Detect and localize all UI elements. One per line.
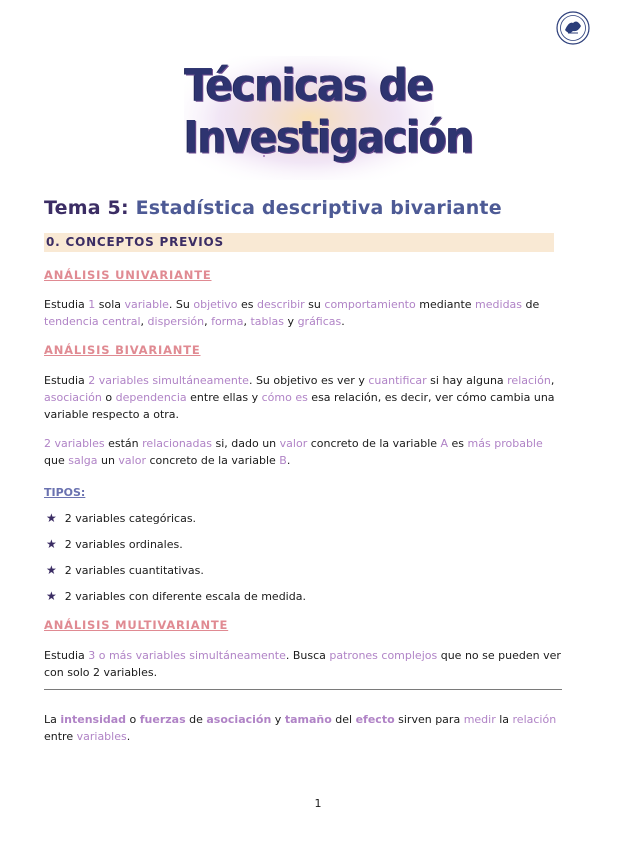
section-heading-bar [44, 233, 554, 252]
list-item: ★ 2 variables categóricas. [46, 511, 197, 525]
list-item: ★ 2 variables ordinales. [46, 537, 183, 551]
banner-line-1: Técnicas de [184, 60, 434, 112]
banner-line-2: Investigación [184, 112, 474, 164]
topic-name: Estadística descriptiva bivariante [135, 197, 502, 219]
bivariante-heading: ANÁLISIS BIVARIANTE [44, 343, 201, 357]
list-item: ★ 2 variables cuantitativas. [46, 563, 204, 577]
topic-title [44, 197, 502, 219]
bivariante-text: Estudia 2 variables simultáneamente. Su objetivo es ver y cuantificar si hay alguna relación, asociación o dependencia entre ellas y cómo es esa relación, es decir, ver cómo cambia una variable respecto a otra. [44, 374, 555, 421]
star-icon: ★ [46, 511, 57, 525]
multivariante-heading: ANÁLISIS MULTIVARIANTE [44, 618, 229, 632]
univariante-text: Estudia 1 sola variable. Su objetivo es describir su comportamiento mediante medidas de tendencia central, dispersión, forma, tablas y gráficas. [44, 298, 540, 328]
divider [44, 689, 562, 690]
tipos-heading: TIPOS: [44, 486, 86, 499]
section-heading: 0. CONCEPTOS PREVIOS [46, 235, 224, 249]
star-icon: ★ [46, 589, 57, 603]
multivariante-text: Estudia 3 o más variables simultáneamente. Busca patrones complejos que no se pueden ver con solo 2 variables. [44, 649, 561, 679]
university-seal-icon [556, 11, 590, 45]
univariante-heading: ANÁLISIS UNIVARIANTE [44, 268, 212, 282]
star-icon: ★ [46, 537, 57, 551]
star-icon: ★ [46, 563, 57, 577]
course-title-banner [184, 56, 474, 180]
relacion-text: 2 variables están relacionadas si, dado un valor concreto de la variable A es más probable que salga un valor concreto de la variable B. [44, 437, 543, 467]
intensidad-text: La intensidad o fuerzas de asociación y tamaño del efecto sirven para medir la relación entre variables. [44, 713, 557, 743]
topic-number: Tema 5: [44, 197, 129, 219]
list-item: ★ 2 variables con diferente escala de medida. [46, 589, 306, 603]
page-number: 1 [314, 797, 322, 810]
